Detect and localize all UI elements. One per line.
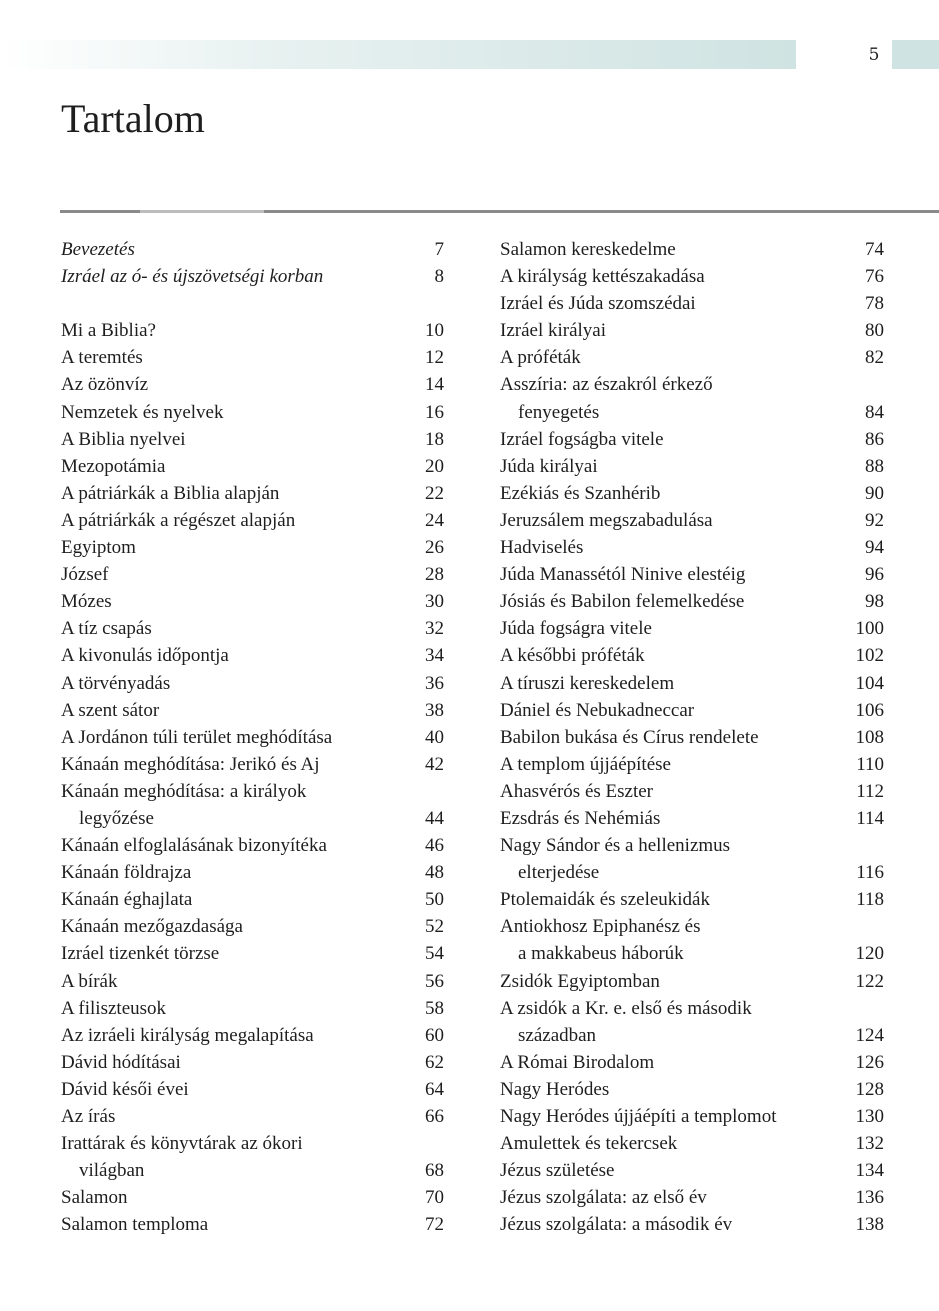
toc-entry-title-line: Izráel és Júda szomszédai xyxy=(500,293,696,315)
toc-entry[interactable] xyxy=(61,995,444,1022)
toc-entry-title xyxy=(61,913,404,940)
toc-entry-title-line: Salamon kereskedelme xyxy=(500,239,676,260)
toc-entry-title xyxy=(500,1103,844,1130)
toc-entry-title-line: A királyság kettészakadása xyxy=(500,266,705,288)
toc-entry-title xyxy=(61,236,404,263)
toc-entry-page: 82 xyxy=(865,347,884,369)
toc-entry-title xyxy=(500,642,844,669)
toc-entry-title-line: Mezopotámia xyxy=(61,455,166,477)
toc-entry-page: 7 xyxy=(434,239,444,260)
toc-entry-title xyxy=(61,399,404,426)
toc-entry-title-line: Ptolemaidák és szeleukidák xyxy=(500,889,710,911)
toc-entry-title-line: A Biblia nyelvei xyxy=(61,428,186,450)
toc-entry-title-line: Jósiás és Babilon felemelkedése xyxy=(500,591,745,613)
toc-entry[interactable] xyxy=(61,561,444,588)
toc-entry-title-line: Az özönvíz xyxy=(61,374,149,396)
toc-entry-title-line: Izráel fogságba vitele xyxy=(500,428,664,450)
toc-entry-title-line: Az izráeli királyság megalapítása xyxy=(61,1024,314,1046)
toc-entry-title xyxy=(61,859,404,886)
toc-entry-page: 36 xyxy=(425,672,444,694)
toc-entry-title-line: Hadviselés xyxy=(500,537,584,559)
toc-entry-title-continuation: században xyxy=(518,1024,597,1046)
toc-entry[interactable] xyxy=(500,561,884,588)
toc-entry-title xyxy=(500,236,844,263)
toc-entry[interactable] xyxy=(500,1157,884,1184)
toc-entry[interactable] xyxy=(61,940,444,967)
toc-entry[interactable] xyxy=(500,724,884,751)
toc-entry-title-continuation: fenyegetés xyxy=(518,401,600,423)
toc-entry[interactable] xyxy=(500,317,884,344)
toc-entry-title xyxy=(500,670,844,697)
toc-entry-page: 34 xyxy=(425,645,444,667)
toc-entry-page: 28 xyxy=(425,564,444,586)
toc-entry-title-line: Nemzetek és nyelvek xyxy=(61,401,224,423)
toc-entry-title xyxy=(500,697,844,724)
toc-entry[interactable] xyxy=(61,1130,444,1184)
toc-entry[interactable] xyxy=(61,832,444,859)
toc-entry-title-line: Dániel és Nebukadneccar xyxy=(500,699,695,721)
toc-entry[interactable] xyxy=(61,859,444,886)
toc-entry-title xyxy=(61,697,404,724)
toc-entry-title-line: A próféták xyxy=(500,347,581,369)
toc-entry[interactable] xyxy=(500,805,884,832)
toc-entry[interactable] xyxy=(500,1184,884,1211)
toc-entry-page: 26 xyxy=(425,537,444,559)
toc-entry-title xyxy=(61,507,404,534)
toc-entry[interactable] xyxy=(61,507,444,534)
toc-entry-title xyxy=(61,1076,404,1103)
toc-entry-page: 114 xyxy=(856,807,884,829)
toc-entry[interactable] xyxy=(500,263,884,290)
toc-entry-page: 90 xyxy=(865,482,884,504)
toc-entry-page: 100 xyxy=(855,618,884,640)
toc-entry-title xyxy=(61,1130,404,1184)
toc-entry-title-line: A zsidók a Kr. e. első és második xyxy=(500,997,752,1019)
toc-entry-title xyxy=(500,832,844,886)
toc-entry-title xyxy=(500,886,844,913)
toc-entry-title xyxy=(61,453,404,480)
toc-entry-page: 56 xyxy=(425,970,444,992)
toc-entry-page: 10 xyxy=(425,320,444,342)
toc-entry-page: 124 xyxy=(855,1024,884,1046)
toc-entry[interactable] xyxy=(500,344,884,371)
toc-entry[interactable] xyxy=(500,1103,884,1130)
toc-entry-title xyxy=(61,832,404,859)
toc-entry-title-continuation: legyőzése xyxy=(79,807,154,829)
toc-entry-page: 66 xyxy=(425,1106,444,1127)
toc-entry-title-line: Kánaán meghódítása: Jerikó és Aj xyxy=(61,753,320,775)
toc-entry-title-line: Ezsdrás és Nehémiás xyxy=(500,807,661,829)
toc-entry-title-line: Kánaán elfoglalásának bizonyítéka xyxy=(61,835,327,857)
toc-entry-title xyxy=(500,1076,844,1103)
toc-entry-page: 136 xyxy=(855,1187,884,1209)
toc-entry-title-line: A filiszteusok xyxy=(61,997,167,1019)
toc-entry-page: 120 xyxy=(855,943,884,965)
toc-entry-title-line: Dávid hódításai xyxy=(61,1051,181,1073)
toc-entry-title-line: Jézus szolgálata: az első év xyxy=(500,1187,707,1209)
toc-entry-title-line: Kánaán mezőgazdasága xyxy=(61,916,243,938)
toc-entry-title xyxy=(61,588,404,615)
toc-entry-title xyxy=(500,805,844,832)
toc-entry-page: 58 xyxy=(425,997,444,1019)
toc-entry-page: 40 xyxy=(425,726,444,748)
toc-entry[interactable] xyxy=(500,642,884,669)
toc-entry-title xyxy=(61,751,404,778)
toc-entry-page: 70 xyxy=(425,1187,444,1209)
toc-column-left xyxy=(61,236,444,1238)
toc-entry[interactable] xyxy=(61,778,444,832)
toc-entry-title xyxy=(500,480,844,507)
toc-entry-title-line: Salamon xyxy=(61,1187,128,1209)
toc-entry[interactable] xyxy=(61,344,444,371)
toc-entry-page: 134 xyxy=(855,1160,884,1182)
toc-entry-title-line: A teremtés xyxy=(61,347,143,369)
toc-entry-title-line: A kivonulás időpontja xyxy=(61,645,229,667)
toc-entry[interactable] xyxy=(500,886,884,913)
toc-entry-title-continuation: világban xyxy=(79,1160,145,1182)
toc-entry-title-line: Babilon bukása és Círus rendelete xyxy=(500,726,759,748)
toc-entry[interactable] xyxy=(500,778,884,805)
toc-entry[interactable] xyxy=(61,1022,444,1049)
toc-entry-title xyxy=(500,317,844,344)
toc-entry-title-line: Ezékiás és Szanhérib xyxy=(500,482,661,504)
toc-entry-title xyxy=(500,371,844,425)
toc-entry-page: 92 xyxy=(865,509,884,531)
toc-entry-title xyxy=(500,344,844,371)
toc-entry-title-line: József xyxy=(61,564,109,586)
toc-entry-title xyxy=(500,534,844,561)
toc-entry-title-line: Ahasvérós és Eszter xyxy=(500,780,654,802)
toc-entry-page: 132 xyxy=(855,1133,884,1155)
toc-entry-title-line: A pátriárkák a Biblia alapján xyxy=(61,482,280,504)
toc-entry-page: 60 xyxy=(425,1024,444,1046)
toc-entry-title-line: Kánaán földrajza xyxy=(61,862,192,884)
toc-entry-page: 86 xyxy=(865,428,884,450)
toc-entry-title xyxy=(61,1049,404,1076)
toc-entry-title xyxy=(61,1184,404,1211)
toc-entry-title-line: Jeruzsálem megszabadulása xyxy=(500,509,713,531)
toc-entry[interactable] xyxy=(500,670,884,697)
toc-entry[interactable] xyxy=(500,480,884,507)
toc-entry[interactable] xyxy=(61,886,444,913)
toc-entry-title xyxy=(61,534,404,561)
toc-entry[interactable] xyxy=(500,453,884,480)
toc-entry-title xyxy=(500,1211,844,1238)
toc-entry[interactable] xyxy=(61,1076,444,1103)
toc-entry-title xyxy=(61,670,404,697)
toc-entry-title xyxy=(61,778,404,832)
toc-entry[interactable] xyxy=(61,913,444,940)
toc-entry[interactable] xyxy=(500,371,884,425)
toc-entry[interactable] xyxy=(500,1130,884,1157)
toc-entry-title-continuation: elterjedése xyxy=(518,862,600,884)
toc-entry-title xyxy=(500,968,844,995)
toc-entry-page: 68 xyxy=(425,1160,444,1182)
toc-entry-page: 128 xyxy=(855,1078,884,1100)
toc-entry-page: 18 xyxy=(425,428,444,450)
toc-entry-title xyxy=(500,1130,844,1157)
toc-column-right xyxy=(500,236,884,1238)
toc-entry[interactable] xyxy=(61,534,444,561)
toc-entry[interactable] xyxy=(500,1049,884,1076)
toc-entry-page: 48 xyxy=(425,862,444,884)
toc-entry[interactable] xyxy=(500,534,884,561)
toc-entry[interactable] xyxy=(500,995,884,1049)
toc-entry-title-line: Izráel az ó- és újszövetségi korban xyxy=(61,266,324,288)
toc-entry[interactable] xyxy=(61,1211,444,1238)
toc-entry-title-line: Asszíria: az északról érkező xyxy=(500,374,713,396)
toc-entry[interactable] xyxy=(500,913,884,967)
toc-entry-title xyxy=(500,507,844,534)
toc-entry-title-line: Zsidók Egyiptomban xyxy=(500,970,660,992)
toc-entry-title xyxy=(61,642,404,669)
toc-entry-title-line: Antiokhosz Epiphanész és xyxy=(500,916,701,938)
toc-entry-title-line: Jézus születése xyxy=(500,1160,615,1182)
toc-entry[interactable] xyxy=(61,399,444,426)
toc-entry-title xyxy=(61,1103,404,1130)
toc-entry-page: 98 xyxy=(865,591,884,613)
toc-entry-page: 24 xyxy=(425,509,444,531)
toc-entry[interactable] xyxy=(61,615,444,642)
toc-entry-title xyxy=(500,724,844,751)
toc-entry-page: 96 xyxy=(865,564,884,586)
toc-entry-title xyxy=(61,940,404,967)
toc-entry-title-line: Az írás xyxy=(61,1106,116,1127)
toc-entry-title-line: A tíz csapás xyxy=(61,618,152,640)
page-number: 5 xyxy=(868,45,880,65)
toc-entry-page: 94 xyxy=(865,537,884,559)
toc-entry-page: 32 xyxy=(425,618,444,640)
toc-entry-page: 84 xyxy=(865,401,884,423)
toc-entry[interactable] xyxy=(61,236,444,263)
toc-entry-page: 52 xyxy=(425,916,444,938)
toc-entry-title xyxy=(61,724,404,751)
toc-entry[interactable] xyxy=(500,968,884,995)
toc-entry[interactable] xyxy=(500,507,884,534)
toc-entry-title-line: Nagy Sándor és a hellenizmus xyxy=(500,835,731,857)
toc-entry[interactable] xyxy=(61,371,444,398)
toc-entry[interactable] xyxy=(500,588,884,615)
toc-entry[interactable] xyxy=(61,670,444,697)
toc-entry[interactable] xyxy=(500,290,884,317)
toc-entry-title xyxy=(61,317,404,344)
toc-entry-title-line: A Jordánon túli terület meghódítása xyxy=(61,726,333,748)
toc-entry-title-line: A későbbi próféták xyxy=(500,645,645,667)
toc-entry[interactable] xyxy=(500,697,884,724)
toc-entry-page: 64 xyxy=(425,1078,444,1100)
toc-entry-page: 102 xyxy=(855,645,884,667)
toc-entry-title-line: A bírák xyxy=(61,970,118,992)
toc-entry-page: 72 xyxy=(425,1214,444,1236)
page-title: Tartalom xyxy=(61,96,205,141)
header-band-tab xyxy=(892,40,939,69)
toc-entry-title-line: A szent sátor xyxy=(61,699,160,721)
toc-entry-page: 44 xyxy=(425,807,444,829)
toc-entry-title xyxy=(500,561,844,588)
toc-entry-title-line: Júda királyai xyxy=(500,455,598,477)
toc-entry[interactable] xyxy=(500,751,884,778)
toc-entry-title-continuation: a makkabeus háborúk xyxy=(518,943,684,965)
toc-entry-page: 122 xyxy=(855,970,884,992)
toc-entry[interactable] xyxy=(61,697,444,724)
toc-entry-title-line: Kánaán éghajlata xyxy=(61,889,193,911)
toc-entry-title xyxy=(61,426,404,453)
toc-entry-title xyxy=(61,615,404,642)
toc-entry-title-line: Nagy Heródes újjáépíti a templomot xyxy=(500,1106,777,1127)
toc-entry-title xyxy=(61,561,404,588)
toc-entry-title-line: Nagy Heródes xyxy=(500,1078,610,1100)
toc-entry[interactable] xyxy=(500,426,884,453)
toc-entry-page: 30 xyxy=(425,591,444,613)
toc-entry-page: 88 xyxy=(865,455,884,477)
toc-entry-page: 50 xyxy=(425,889,444,911)
toc-entry-title-line: Júda fogságra vitele xyxy=(500,618,652,640)
toc-entry-title-line: Bevezetés xyxy=(61,239,135,260)
toc-entry[interactable] xyxy=(61,751,444,778)
toc-entry-title xyxy=(500,1157,844,1184)
toc-entry[interactable] xyxy=(61,426,444,453)
toc-entry-page: 20 xyxy=(425,455,444,477)
toc-entry-page: 130 xyxy=(855,1106,884,1127)
toc-entry-title-line: Salamon temploma xyxy=(61,1214,209,1236)
toc-entry-title xyxy=(500,1184,844,1211)
toc-entry-title xyxy=(500,615,844,642)
toc-entry[interactable] xyxy=(61,480,444,507)
toc-entry-page: 42 xyxy=(425,753,444,775)
toc-entry-title xyxy=(61,1211,404,1238)
toc-entry-page: 104 xyxy=(855,672,884,694)
toc-entry-page: 22 xyxy=(425,482,444,504)
toc-entry-title xyxy=(61,886,404,913)
toc-entry-title-line: A Római Birodalom xyxy=(500,1051,655,1073)
toc-entry-title xyxy=(61,1022,404,1049)
toc-entry-page: 14 xyxy=(425,374,444,396)
toc-entry[interactable] xyxy=(61,1049,444,1076)
toc-entry-title xyxy=(500,426,844,453)
toc-entry[interactable] xyxy=(61,968,444,995)
toc-entry-title-line: Mi a Biblia? xyxy=(61,320,156,342)
header-band xyxy=(0,40,796,69)
toc-entry[interactable] xyxy=(61,263,444,290)
toc-entry-title-line: A templom újjáépítése xyxy=(500,753,671,775)
toc-entry-title xyxy=(500,913,844,967)
toc-entry[interactable] xyxy=(500,1211,884,1238)
toc-entry-title xyxy=(500,751,844,778)
toc-entry-title xyxy=(61,480,404,507)
toc-entry-page: 12 xyxy=(425,347,444,369)
toc-entry-title-line: Irattárak és könyvtárak az ókori xyxy=(61,1133,303,1155)
toc-entry-title-line: Kánaán meghódítása: a királyok xyxy=(61,780,307,802)
toc-entry[interactable] xyxy=(500,1076,884,1103)
toc-entry-title-line: Egyiptom xyxy=(61,537,136,559)
toc-entry-title-line: Izráel királyai xyxy=(500,320,607,342)
toc-entry[interactable] xyxy=(61,1103,444,1130)
toc-entry-title-line: Mózes xyxy=(61,591,112,613)
toc-entry-page: 46 xyxy=(425,835,444,857)
toc-entry-page: 74 xyxy=(865,239,884,260)
toc-entry[interactable] xyxy=(500,832,884,886)
toc-entry-page: 106 xyxy=(855,699,884,721)
toc-entry-page: 8 xyxy=(434,266,444,288)
toc-entry-title xyxy=(500,588,844,615)
toc-entry-title xyxy=(61,995,404,1022)
toc-entry-page: 112 xyxy=(856,780,884,802)
toc-entry-page: 76 xyxy=(865,266,884,288)
toc-entry[interactable] xyxy=(61,724,444,751)
toc-entry[interactable] xyxy=(61,317,444,344)
toc-entry[interactable] xyxy=(500,236,884,263)
toc-entry-page: 108 xyxy=(855,726,884,748)
toc-entry-page: 78 xyxy=(865,293,884,315)
toc-entry-page: 54 xyxy=(425,943,444,965)
toc-entry-title xyxy=(500,778,844,805)
toc-entry-title-line: Dávid késői évei xyxy=(61,1078,189,1100)
toc-entry-page: 126 xyxy=(855,1051,884,1073)
toc-entry-title-line: Amulettek és tekercsek xyxy=(500,1133,678,1155)
toc-entry[interactable] xyxy=(61,642,444,669)
toc-entry-page: 110 xyxy=(856,753,884,775)
toc-entry-title xyxy=(500,263,844,290)
toc-entry-title xyxy=(500,995,844,1049)
title-rule-accent xyxy=(140,210,264,213)
toc-entry-page: 118 xyxy=(856,889,884,911)
toc-entry-title xyxy=(500,453,844,480)
toc-entry-title xyxy=(61,371,404,398)
toc-entry-page: 38 xyxy=(425,699,444,721)
toc-entry-page: 16 xyxy=(425,401,444,423)
toc-entry-title xyxy=(61,263,404,290)
toc-entry-title-line: Júda Manassétól Ninive elestéig xyxy=(500,564,746,586)
toc-entry-page: 80 xyxy=(865,320,884,342)
toc-entry[interactable] xyxy=(500,615,884,642)
toc-entry[interactable] xyxy=(61,453,444,480)
toc-entry-title-line: A pátriárkák a régészet alapján xyxy=(61,509,296,531)
toc-entry[interactable] xyxy=(61,588,444,615)
toc-entry-title xyxy=(61,968,404,995)
toc-entry-page: 116 xyxy=(856,862,884,884)
toc-entry-title-line: Jézus szolgálata: a második év xyxy=(500,1214,733,1236)
toc-entry-page: 62 xyxy=(425,1051,444,1073)
toc-entry-page: 138 xyxy=(855,1214,884,1236)
toc-entry-title-line: A törvényadás xyxy=(61,672,171,694)
toc-entry-title xyxy=(500,1049,844,1076)
toc-entry-title xyxy=(61,344,404,371)
toc-entry-title-line: Izráel tizenkét törzse xyxy=(61,943,220,965)
toc-entry-title-line: A tíruszi kereskedelem xyxy=(500,672,675,694)
toc-entry[interactable] xyxy=(61,1184,444,1211)
toc-entry-title xyxy=(500,290,844,317)
